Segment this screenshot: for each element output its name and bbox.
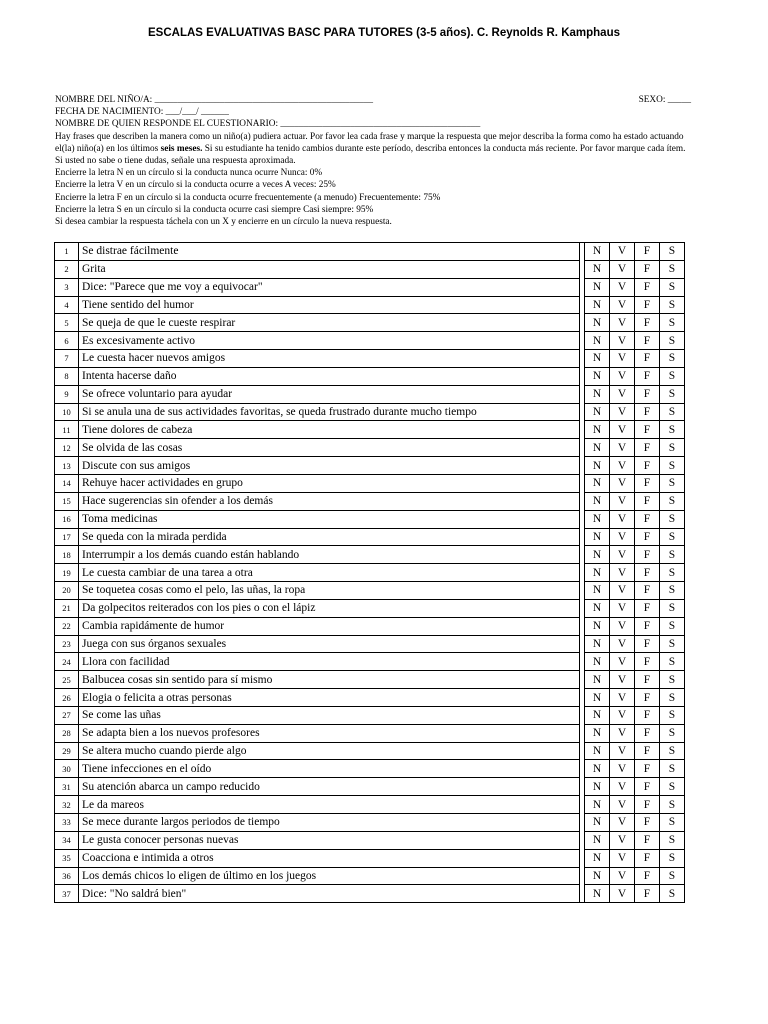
answer-option-s[interactable]: S [660, 617, 685, 635]
answer-option-v[interactable]: V [610, 243, 635, 261]
answer-option-v[interactable]: V [610, 439, 635, 457]
item-number: 19 [55, 564, 79, 582]
answer-option-f[interactable]: F [635, 421, 660, 439]
answer-option-v[interactable]: V [610, 296, 635, 314]
answer-option-f[interactable]: F [635, 546, 660, 564]
answer-option-f[interactable]: F [635, 350, 660, 368]
item-number: 35 [55, 849, 79, 867]
answer-option-v[interactable]: V [610, 599, 635, 617]
answer-option-n[interactable]: N [585, 671, 610, 689]
item-text: Dice: "No saldrá bien" [79, 885, 580, 903]
item-text: Intenta hacerse daño [79, 367, 580, 385]
item-text: Los demás chicos lo eligen de último en los juegos [79, 867, 580, 885]
answer-option-v[interactable]: V [610, 706, 635, 724]
table-row [55, 849, 685, 867]
item-number: 25 [55, 671, 79, 689]
item-text: Se olvida de las cosas [79, 439, 580, 457]
answer-option-n[interactable]: N [585, 849, 610, 867]
item-number: 10 [55, 403, 79, 421]
table-row [55, 260, 685, 278]
answer-option-v[interactable]: V [610, 582, 635, 600]
answer-option-f[interactable]: F [635, 671, 660, 689]
answer-option-f[interactable]: F [635, 635, 660, 653]
item-number: 29 [55, 742, 79, 760]
item-number: 2 [55, 260, 79, 278]
item-number: 31 [55, 778, 79, 796]
item-number: 13 [55, 457, 79, 475]
item-text: Le gusta conocer personas nuevas [79, 831, 580, 849]
answer-option-n[interactable]: N [585, 546, 610, 564]
answer-option-f[interactable]: F [635, 885, 660, 903]
item-number: 34 [55, 831, 79, 849]
answer-option-s[interactable]: S [660, 867, 685, 885]
item-text: Se come las uñas [79, 706, 580, 724]
answer-option-f[interactable]: F [635, 528, 660, 546]
table-row [55, 314, 685, 332]
item-text: Se toquetea cosas como el pelo, las uñas, la ropa [79, 582, 580, 600]
instructions [55, 131, 691, 168]
answer-option-f[interactable]: F [635, 867, 660, 885]
answer-option-f[interactable]: F [635, 332, 660, 350]
answer-option-f[interactable]: F [635, 314, 660, 332]
item-text: Balbucea cosas sin sentido para sí mismo [79, 671, 580, 689]
answer-option-v[interactable]: V [610, 885, 635, 903]
answer-option-s[interactable]: S [660, 635, 685, 653]
answer-option-v[interactable]: V [610, 474, 635, 492]
answer-option-v[interactable]: V [610, 653, 635, 671]
item-number: 16 [55, 510, 79, 528]
item-text: Toma medicinas [79, 510, 580, 528]
item-number: 1 [55, 243, 79, 261]
answer-option-s[interactable]: S [660, 689, 685, 707]
answer-option-f[interactable]: F [635, 706, 660, 724]
item-text: Dice: "Parece que me voy a equivocar" [79, 278, 580, 296]
table-row [55, 760, 685, 778]
answer-option-s[interactable]: S [660, 653, 685, 671]
item-number: 32 [55, 796, 79, 814]
answer-option-v[interactable]: V [610, 492, 635, 510]
answer-option-n[interactable]: N [585, 385, 610, 403]
table-row [55, 492, 685, 510]
answer-option-v[interactable]: V [610, 546, 635, 564]
item-text: Se altera mucho cuando pierde algo [79, 742, 580, 760]
answer-option-n[interactable]: N [585, 814, 610, 832]
answer-option-f[interactable]: F [635, 796, 660, 814]
item-number: 30 [55, 760, 79, 778]
answer-option-n[interactable]: N [585, 439, 610, 457]
table-row [55, 635, 685, 653]
answer-option-v[interactable]: V [610, 278, 635, 296]
answer-option-s[interactable]: S [660, 885, 685, 903]
table-row [55, 332, 685, 350]
answer-option-n[interactable]: N [585, 314, 610, 332]
item-number: 24 [55, 653, 79, 671]
answer-option-s[interactable]: S [660, 564, 685, 582]
answer-option-v[interactable]: V [610, 796, 635, 814]
answer-option-n[interactable]: N [585, 243, 610, 261]
answer-option-f[interactable]: F [635, 760, 660, 778]
answer-option-s[interactable]: S [660, 385, 685, 403]
child-name-field[interactable]: NOMBRE DEL NIÑO/A: _______________________________________________ [55, 95, 374, 105]
answer-option-s[interactable]: S [660, 367, 685, 385]
answer-option-s[interactable]: S [660, 814, 685, 832]
answer-option-v[interactable]: V [610, 671, 635, 689]
form-title: ESCALAS EVALUATIVAS BASC PARA TUTORES (3-5 años). C. Reynolds R. Kamphaus [148, 27, 620, 39]
item-number: 23 [55, 635, 79, 653]
answer-option-n[interactable]: N [585, 867, 610, 885]
legend-a-veces: Encierre la letra V en un círculo si la conducta ocurre a veces A veces: 25% [55, 180, 336, 191]
table-row [55, 421, 685, 439]
answer-option-n[interactable]: N [585, 635, 610, 653]
item-text: Grita [79, 260, 580, 278]
answer-option-v[interactable]: V [610, 350, 635, 368]
table-row [55, 350, 685, 368]
item-text: Si se anula una de sus actividades favoritas, se queda frustrado durante mucho tiempo [79, 403, 580, 421]
table-row [55, 510, 685, 528]
item-text: Rehuye hacer actividades en grupo [79, 474, 580, 492]
table-row [55, 724, 685, 742]
item-number: 4 [55, 296, 79, 314]
answer-option-n[interactable]: N [585, 367, 610, 385]
answer-option-f[interactable]: F [635, 278, 660, 296]
answer-option-v[interactable]: V [610, 457, 635, 475]
answer-option-s[interactable]: S [660, 528, 685, 546]
answer-option-f[interactable]: F [635, 296, 660, 314]
table-row [55, 778, 685, 796]
item-text: Cambia rapidámente de humor [79, 617, 580, 635]
table-row [55, 474, 685, 492]
answer-option-s[interactable]: S [660, 332, 685, 350]
table-row [55, 796, 685, 814]
item-number: 28 [55, 724, 79, 742]
item-number: 14 [55, 474, 79, 492]
item-text: Le da mareos [79, 796, 580, 814]
answer-option-f[interactable]: F [635, 724, 660, 742]
answer-option-v[interactable]: V [610, 742, 635, 760]
item-text: Le cuesta cambiar de una tarea a otra [79, 564, 580, 582]
table-row [55, 457, 685, 475]
answer-option-f[interactable]: F [635, 599, 660, 617]
table-row [55, 564, 685, 582]
questionnaire-table [54, 242, 685, 903]
answer-option-n[interactable]: N [585, 778, 610, 796]
answer-option-n[interactable]: N [585, 653, 610, 671]
answer-option-v[interactable]: V [610, 724, 635, 742]
item-number: 11 [55, 421, 79, 439]
answer-option-n[interactable]: N [585, 760, 610, 778]
item-number: 27 [55, 706, 79, 724]
answer-option-n[interactable]: N [585, 296, 610, 314]
item-text: Se mece durante largos periodos de tiempo [79, 814, 580, 832]
table-row [55, 689, 685, 707]
answer-option-f[interactable]: F [635, 385, 660, 403]
legend-frecuentemente: Encierre la letra F en un círculo si la conducta ocurre frecuentemente (a menudo) Frecuentemente: 75% [55, 192, 441, 203]
answer-option-f[interactable]: F [635, 492, 660, 510]
respondent-name-field[interactable]: NOMBRE DE QUIEN RESPONDE EL CUESTIONARIO: ___________________________________________ [55, 119, 481, 130]
item-number: 22 [55, 617, 79, 635]
answer-option-s[interactable]: S [660, 582, 685, 600]
answer-option-s[interactable]: S [660, 706, 685, 724]
answer-option-v[interactable]: V [610, 635, 635, 653]
item-number: 9 [55, 385, 79, 403]
answer-option-f[interactable]: F [635, 564, 660, 582]
item-number: 7 [55, 350, 79, 368]
answer-option-n[interactable]: N [585, 724, 610, 742]
table-row [55, 653, 685, 671]
answer-option-f[interactable]: F [635, 582, 660, 600]
form-header [55, 94, 691, 228]
item-number: 8 [55, 367, 79, 385]
answer-option-n[interactable]: N [585, 582, 610, 600]
answer-option-v[interactable]: V [610, 831, 635, 849]
answer-option-v[interactable]: V [610, 778, 635, 796]
answer-option-f[interactable]: F [635, 474, 660, 492]
answer-option-n[interactable]: N [585, 885, 610, 903]
answer-option-s[interactable]: S [660, 403, 685, 421]
table-row [55, 385, 685, 403]
answer-option-n[interactable]: N [585, 528, 610, 546]
answer-option-f[interactable]: F [635, 457, 660, 475]
change-answer-note: Si desea cambiar la respuesta táchela con un X y encierre en un círculo la nueva respuesta. [55, 217, 392, 228]
table-row [55, 617, 685, 635]
answer-option-s[interactable]: S [660, 724, 685, 742]
answer-option-f[interactable]: F [635, 243, 660, 261]
item-text: Elogia o felicita a otras personas [79, 689, 580, 707]
answer-option-n[interactable]: N [585, 278, 610, 296]
answer-option-f[interactable]: F [635, 814, 660, 832]
answer-option-n[interactable]: N [585, 617, 610, 635]
table-row [55, 439, 685, 457]
answer-option-v[interactable]: V [610, 564, 635, 582]
item-text: Se queda con la mirada perdida [79, 528, 580, 546]
answer-option-v[interactable]: V [610, 528, 635, 546]
item-text: Es excesivamente activo [79, 332, 580, 350]
item-text: Tiene infecciones en el oído [79, 760, 580, 778]
table-row [55, 403, 685, 421]
answer-option-s[interactable]: S [660, 831, 685, 849]
answer-option-s[interactable]: S [660, 778, 685, 796]
answer-option-n[interactable]: N [585, 796, 610, 814]
name-sex-row [55, 94, 691, 106]
table-row [55, 546, 685, 564]
answer-option-s[interactable]: S [660, 278, 685, 296]
answer-option-n[interactable]: N [585, 742, 610, 760]
answer-option-s[interactable]: S [660, 439, 685, 457]
item-text: Se queja de que le cueste respirar [79, 314, 580, 332]
table-row [55, 814, 685, 832]
answer-option-v[interactable]: V [610, 314, 635, 332]
table-row [55, 296, 685, 314]
answer-option-n[interactable]: N [585, 599, 610, 617]
answer-option-f[interactable]: F [635, 653, 660, 671]
answer-option-s[interactable]: S [660, 492, 685, 510]
answer-option-s[interactable]: S [660, 796, 685, 814]
answer-option-n[interactable]: N [585, 350, 610, 368]
table-row [55, 243, 685, 261]
item-number: 12 [55, 439, 79, 457]
answer-option-n[interactable]: N [585, 492, 610, 510]
answer-option-v[interactable]: V [610, 421, 635, 439]
answer-option-v[interactable]: V [610, 689, 635, 707]
birth-date-field[interactable]: FECHA DE NACIMIENTO: ___/___/ ______ [55, 107, 229, 118]
item-text: Llora con facilidad [79, 653, 580, 671]
table-row [55, 706, 685, 724]
answer-option-s[interactable]: S [660, 457, 685, 475]
item-number: 21 [55, 599, 79, 617]
item-text: Tiene dolores de cabeza [79, 421, 580, 439]
table-row [55, 367, 685, 385]
table-row [55, 831, 685, 849]
table-row [55, 582, 685, 600]
answer-option-f[interactable]: F [635, 778, 660, 796]
answer-option-s[interactable]: S [660, 243, 685, 261]
legend-nunca: Encierre la letra N en un círculo si la conducta nunca ocurre Nunca: 0% [55, 168, 323, 179]
answer-option-s[interactable]: S [660, 350, 685, 368]
table-row [55, 867, 685, 885]
answer-option-f[interactable]: F [635, 510, 660, 528]
answer-option-s[interactable]: S [660, 671, 685, 689]
table-row [55, 742, 685, 760]
answer-option-f[interactable]: F [635, 831, 660, 849]
item-text: Hace sugerencias sin ofender a los demás [79, 492, 580, 510]
item-text: Se adapta bien a los nuevos profesores [79, 724, 580, 742]
item-number: 36 [55, 867, 79, 885]
item-text: Discute con sus amigos [79, 457, 580, 475]
answer-option-n[interactable]: N [585, 510, 610, 528]
item-number: 15 [55, 492, 79, 510]
item-number: 18 [55, 546, 79, 564]
answer-option-v[interactable]: V [610, 849, 635, 867]
answer-option-s[interactable]: S [660, 546, 685, 564]
answer-option-n[interactable]: N [585, 332, 610, 350]
item-text: Tiene sentido del humor [79, 296, 580, 314]
legend-casi-siempre: Encierre la letra S en un círculo si la conducta ocurre casi siempre Casi siempre: 95% [55, 204, 374, 215]
answer-option-v[interactable]: V [610, 814, 635, 832]
sex-field[interactable]: SEXO: _____ [638, 95, 691, 105]
answer-option-v[interactable]: V [610, 385, 635, 403]
item-number: 6 [55, 332, 79, 350]
answer-option-n[interactable]: N [585, 457, 610, 475]
instructions-text-a: Hay frases que describen la manera como un niño(a) pudiera actuar. Por favor lea cada frase y marque la respuesta que mejor describa la forma como ha estado actuando el(la) niño(a) en los últimos [55, 131, 684, 154]
item-number: 20 [55, 582, 79, 600]
answer-option-v[interactable]: V [610, 403, 635, 421]
answer-option-f[interactable]: F [635, 849, 660, 867]
answer-option-n[interactable]: N [585, 564, 610, 582]
item-number: 26 [55, 689, 79, 707]
answer-option-f[interactable]: F [635, 689, 660, 707]
table-row [55, 671, 685, 689]
instructions-text-b: Si su estudiante ha tenido cambios durante este período, describa entonces la conducta más reciente. Por favor marque cada ítem. Si usted no sabe o tiene dudas, señale una respuesta aproximada. [55, 143, 686, 167]
answer-option-n[interactable]: N [585, 403, 610, 421]
answer-option-s[interactable]: S [660, 742, 685, 760]
answer-option-f[interactable]: F [635, 617, 660, 635]
item-text: Se distrae fácilmente [79, 243, 580, 261]
answer-option-n[interactable]: N [585, 831, 610, 849]
answer-option-s[interactable]: S [660, 421, 685, 439]
answer-option-f[interactable]: F [635, 742, 660, 760]
answer-option-v[interactable]: V [610, 260, 635, 278]
item-text: Da golpecitos reiterados con los pies o con el lápiz [79, 599, 580, 617]
item-number: 17 [55, 528, 79, 546]
answer-option-s[interactable]: S [660, 599, 685, 617]
item-text: Se ofrece voluntario para ayudar [79, 385, 580, 403]
answer-option-n[interactable]: N [585, 689, 610, 707]
item-text: Interrumpir a los demás cuando están hablando [79, 546, 580, 564]
answer-option-s[interactable]: S [660, 314, 685, 332]
answer-option-s[interactable]: S [660, 296, 685, 314]
item-number: 37 [55, 885, 79, 903]
answer-option-s[interactable]: S [660, 510, 685, 528]
item-text: Juega con sus órganos sexuales [79, 635, 580, 653]
answer-option-s[interactable]: S [660, 474, 685, 492]
table-row [55, 885, 685, 903]
answer-option-v[interactable]: V [610, 367, 635, 385]
answer-option-v[interactable]: V [610, 867, 635, 885]
answer-option-s[interactable]: S [660, 260, 685, 278]
answer-option-v[interactable]: V [610, 617, 635, 635]
answer-option-n[interactable]: N [585, 474, 610, 492]
answer-option-f[interactable]: F [635, 367, 660, 385]
answer-option-f[interactable]: F [635, 260, 660, 278]
item-text: Su atención abarca un campo reducido [79, 778, 580, 796]
answer-option-n[interactable]: N [585, 706, 610, 724]
item-number: 5 [55, 314, 79, 332]
item-text: Le cuesta hacer nuevos amigos [79, 350, 580, 368]
answer-option-n[interactable]: N [585, 421, 610, 439]
answer-option-v[interactable]: V [610, 510, 635, 528]
item-number: 3 [55, 278, 79, 296]
item-number: 33 [55, 814, 79, 832]
answer-option-n[interactable]: N [585, 260, 610, 278]
answer-option-f[interactable]: F [635, 403, 660, 421]
instructions-emphasis: seis meses. [160, 143, 203, 154]
answer-option-f[interactable]: F [635, 439, 660, 457]
item-text: Coacciona e intimida a otros [79, 849, 580, 867]
table-row [55, 528, 685, 546]
answer-option-s[interactable]: S [660, 760, 685, 778]
answer-option-v[interactable]: V [610, 332, 635, 350]
answer-option-v[interactable]: V [610, 760, 635, 778]
answer-option-s[interactable]: S [660, 849, 685, 867]
table-row [55, 278, 685, 296]
table-row [55, 599, 685, 617]
